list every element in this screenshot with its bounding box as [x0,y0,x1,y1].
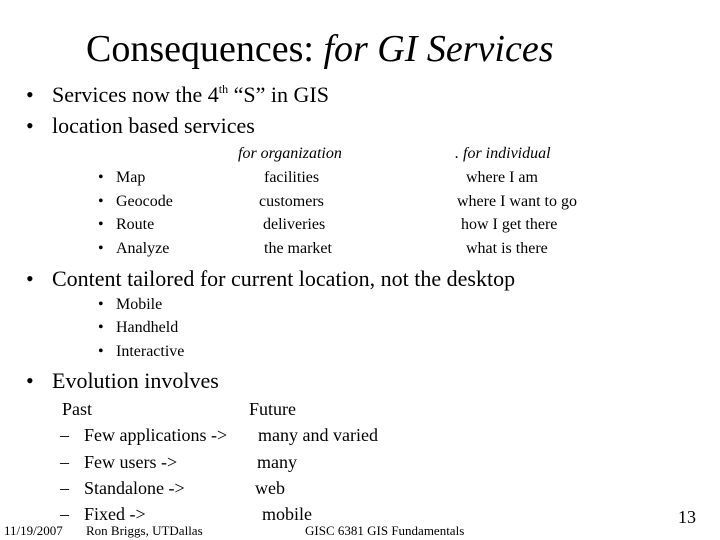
bullet-dot: • [98,343,104,360]
title-italic: for GI Services [323,28,554,70]
evolution-future: many and varied [258,425,378,445]
label-future: Future [249,399,296,419]
ind-where-i-am: where I am [466,169,538,186]
ind-where-i-want-to-go: where I want to go [457,193,577,210]
service-map: Map [116,169,146,186]
bullet-dot: • [98,169,104,186]
ind-what-is-there: what is there [466,240,548,257]
bullet-dot: • [26,113,34,138]
evolution-future: web [255,478,285,498]
footer-date: 11/19/2007 [4,523,63,538]
sub-interactive: Interactive [116,343,185,360]
sub-mobile: Mobile [116,296,163,313]
evolution-past: Fixed -> [84,504,146,524]
org-the-market: the market [264,240,332,257]
bullet-dot: • [26,368,34,393]
page-number: 13 [678,507,696,527]
evolution-past: Standalone -> [84,478,185,498]
bullet-dot: • [26,266,34,291]
header-for-organization: for organization [238,145,342,162]
bullet-dot: • [98,319,104,336]
dash: – [60,478,69,498]
bullet-dot: • [98,296,104,313]
evolution-future: mobile [262,504,312,524]
slide-title [86,30,554,68]
header-for-individual: . for individual [455,145,551,162]
footer-author: Ron Briggs, UTDallas [86,523,203,538]
org-customers: customers [259,193,324,210]
evolution-past: Few applications -> [84,425,228,445]
title-plain: Consequences: [86,28,324,70]
evolution-future: many [257,452,297,472]
bullet-services-4th-s: Services now the 4th “S” in GIS [52,82,329,107]
bullet-content-tailored: Content tailored for current location, not the desktop [52,266,516,291]
org-deliveries: deliveries [263,216,326,233]
bullet-dot: • [98,216,104,233]
dash: – [60,452,69,472]
org-facilities: facilities [264,169,320,186]
bullet-dot: • [26,82,34,107]
label-past: Past [62,399,93,419]
bullet-evolution: Evolution involves [52,368,219,393]
sub-handheld: Handheld [116,319,179,336]
bullet-dot: • [98,193,104,210]
service-geocode: Geocode [116,193,173,210]
ind-how-i-get-there: how I get there [461,216,558,233]
dash: – [60,425,69,445]
service-analyze: Analyze [116,240,170,257]
bullet-location-based: location based services [52,113,255,138]
dash: – [60,504,69,524]
evolution-past: Few users -> [84,452,178,472]
bullet-dot: • [98,240,104,257]
service-route: Route [116,216,155,233]
footer-course: GISC 6381 GIS Fundamentals [305,523,465,538]
